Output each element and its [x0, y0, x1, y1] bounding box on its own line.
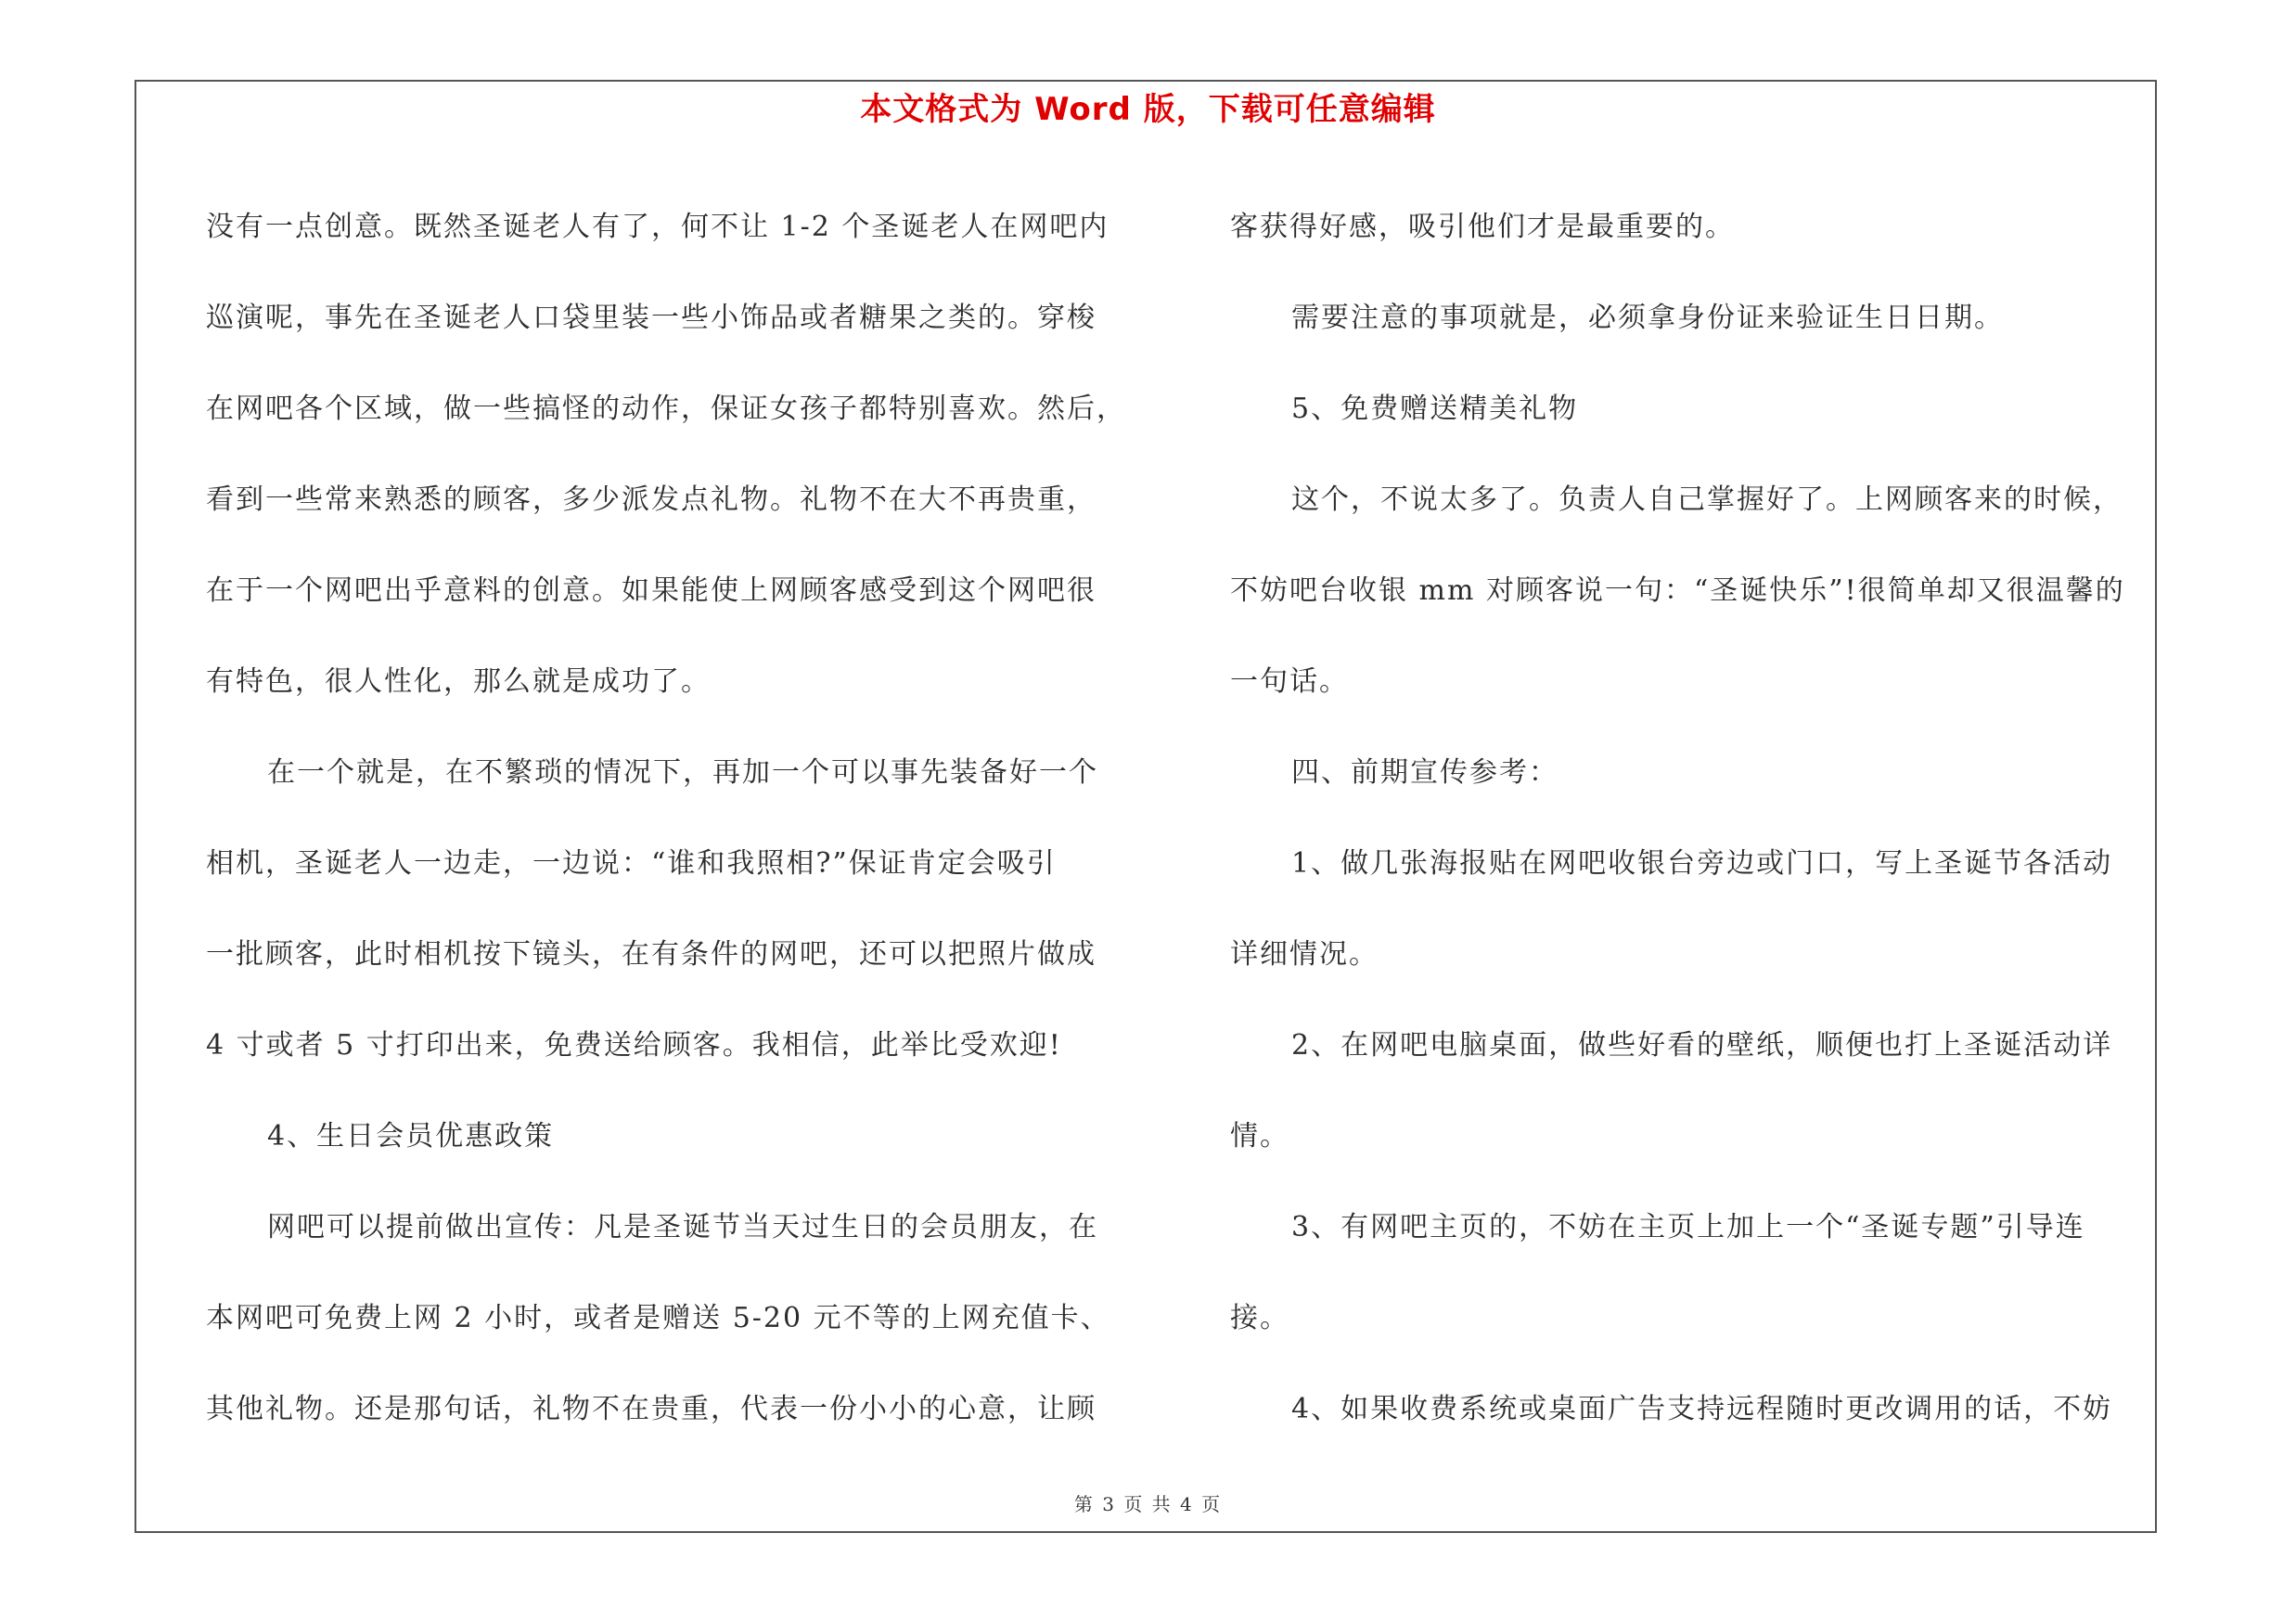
text-line: 1、做几张海报贴在网吧收银台旁边或门口，写上圣诞节各活动 — [1291, 847, 2113, 880]
section-heading: 5、免费赠送精美礼物 — [1291, 393, 1579, 425]
text-line: 不妨吧台收银 mm 对顾客说一句：“圣诞快乐”!很简单却又很温馨的 — [1230, 574, 2125, 607]
text-line: 3、有网吧主页的，不妨在主页上加上一个“圣诞专题”引导连 — [1291, 1211, 2085, 1243]
text-line: 巡演呢，事先在圣诞老人口袋里装一些小饰品或者糖果之类的。穿梭 — [206, 302, 1097, 334]
text-line: 一句话。 — [1230, 665, 1349, 698]
text-line: 2、在网吧电脑桌面，做些好看的壁纸，顺便也打上圣诞活动详 — [1291, 1029, 2113, 1062]
section-heading: 4、生日会员优惠政策 — [267, 1120, 555, 1153]
text-line: 网吧可以提前做出宣传：凡是圣诞节当天过生日的会员朋友，在 — [267, 1211, 1098, 1243]
left-text-column — [206, 182, 1134, 1455]
format-banner: 本文格式为 Word 版，下载可任意编辑 — [860, 91, 1436, 128]
text-line: 客获得好感，吸引他们才是最重要的。 — [1230, 211, 1735, 243]
text-line: 其他礼物。还是那句话，礼物不在贵重，代表一份小小的心意，让顾 — [206, 1393, 1097, 1425]
text-line: 详细情况。 — [1230, 938, 1379, 971]
right-text-column — [1230, 182, 2158, 1455]
text-line: 4、如果收费系统或桌面广告支持远程随时更改调用的话，不妨 — [1291, 1393, 2113, 1425]
text-line: 一批顾客，此时相机按下镜头，在有条件的网吧，还可以把照片做成 — [206, 938, 1097, 971]
text-line: 这个，不说太多了。负责人自己掌握好了。上网顾客来的时候， — [1291, 483, 2123, 516]
text-line: 本网吧可免费上网 2 小时，或者是赠送 5-20 元不等的上网充值卡、 — [206, 1302, 1110, 1334]
text-line: 需要注意的事项就是，必须拿身份证来验证生日日期。 — [1291, 302, 2004, 334]
page-number-footer: 第 3 页 共 4 页 — [1073, 1493, 1223, 1515]
section-heading: 四、前期宣传参考： — [1291, 756, 1558, 789]
text-line: 相机，圣诞老人一边走，一边说：“谁和我照相?”保证肯定会吸引 — [206, 847, 1057, 880]
text-line: 接。 — [1230, 1302, 1289, 1334]
text-line: 看到一些常来熟悉的顾客，多少派发点礼物。礼物不在大不再贵重， — [206, 483, 1097, 516]
text-line: 有特色，很人性化，那么就是成功了。 — [206, 665, 711, 698]
text-line: 情。 — [1230, 1120, 1289, 1153]
text-line: 4 寸或者 5 寸打印出来，免费送给顾客。我相信，此举比受欢迎! — [206, 1029, 1062, 1062]
text-line: 没有一点创意。既然圣诞老人有了，何不让 1-2 个圣诞老人在网吧内 — [206, 211, 1110, 243]
text-line: 在网吧各个区域，做一些搞怪的动作，保证女孩子都特别喜欢。然后， — [206, 393, 1126, 425]
text-line: 在于一个网吧出乎意料的创意。如果能使上网顾客感受到这个网吧很 — [206, 574, 1097, 607]
text-line: 在一个就是，在不繁琐的情况下，再加一个可以事先装备好一个 — [267, 756, 1098, 789]
